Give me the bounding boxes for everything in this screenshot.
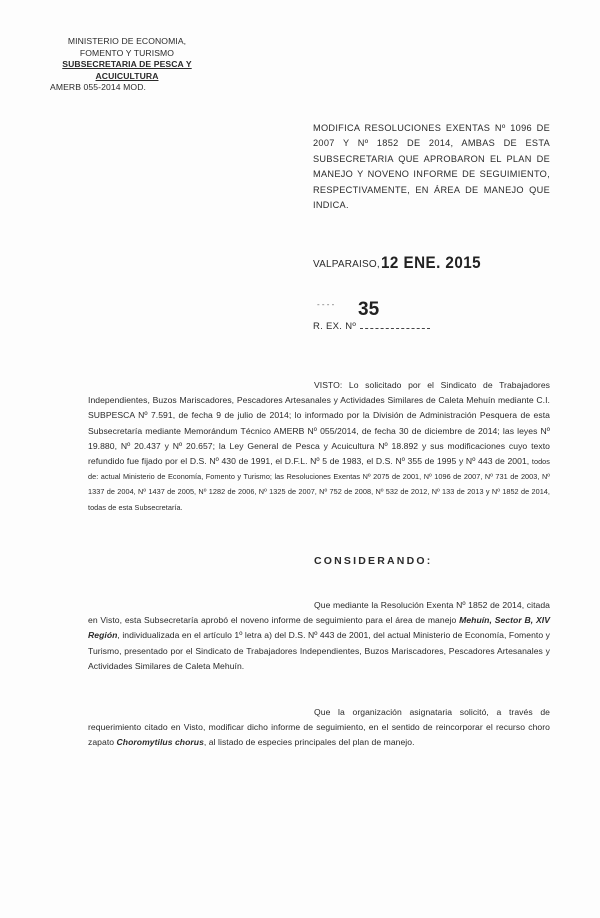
considerando-heading: CONSIDERANDO: bbox=[314, 555, 433, 567]
ministry-line-1: MINISTERIO DE ECONOMIA, bbox=[67, 36, 187, 46]
p1-area-name: Mehuín, Sector B, XIV Región bbox=[88, 615, 550, 641]
place-label: VALPARAISO, bbox=[313, 259, 380, 270]
p1-text-b: , individualizada en el artículo 1º letra a) del D.S. Nº 443 de 2001, del actual Ministerio de Economía, Fomento y Turismo, presentado por el Sindicato de Trabajadores Independientes, Buzos Mariscadores, Pescadores Artesanales y Actividades Similares de Caleta Mehuín. bbox=[88, 630, 550, 671]
resolution-number: 35 bbox=[358, 299, 380, 320]
resolution-prefix: R. EX. Nº bbox=[313, 321, 357, 332]
visto-paragraph bbox=[88, 378, 550, 515]
resolution-summary: MODIFICA RESOLUCIONES EXENTAS Nº 1096 DE 2007 Y Nº 1852 DE 2014, AMBAS DE ESTA SUBSECRETARIA QUE APROBARON EL PLAN DE MANEJO Y NOVENO INFORME DE SEGUIMIENTO, RESPECTIVAMENTE, EN ÁREA DE MANEJO QUE INDICA. bbox=[313, 123, 550, 211]
subsecretaria-name: SUBSECRETARIA DE PESCA Y ACUICULTURA bbox=[62, 59, 192, 81]
ministry-line-2: FOMENTO Y TURISMO bbox=[79, 47, 175, 58]
number-blank-line bbox=[360, 320, 430, 329]
considerando-paragraph-1 bbox=[88, 598, 550, 674]
resolution-number-line bbox=[313, 320, 430, 332]
p2-text-a: Que la organización asignataria solicitó, a través de requerimiento citado en Visto, modificar dicho informe de seguimiento, en el sentido de reincorporar el recurso choro zapato bbox=[88, 707, 550, 748]
number-stamp-dash: - - - - bbox=[317, 300, 335, 309]
p2-species-name: Choromytilus chorus bbox=[116, 737, 204, 748]
visto-text-small: todos de: actual Ministerio de Economía, Fomento y Turismo; las Resoluciones Exentas Nº 2075 de 2001, Nº 1096 de 2007, Nº 731 de 2003, Nº 1337 de 2004, Nº 1437 de 2005, Nº 1282 de 2006, Nº 1325 de 2007, Nº 752 de 2008, Nº 532 de 2012, Nº 133 de 2013 y Nº 1852 de 2014, todas de esta Subsecretaría. bbox=[88, 457, 550, 512]
letterhead bbox=[32, 36, 222, 94]
date-stamp: 12 ENE. 2015 bbox=[381, 254, 482, 272]
p2-text-b: , al listado de especies principales del plan de manejo. bbox=[203, 737, 415, 748]
visto-text: VISTO: Lo solicitado por el Sindicato de Trabajadores Independientes, Buzos Mariscadores, Pescadores Artesanales y Actividades Similares de Caleta Mehuín mediante C.I. SUBPESCA Nº 7.591, de fecha 9 de julio de 2014; lo informado por la División de Administración Pesquera de esta Subsecretaría mediante Memorándum Técnico AMERB Nº 055/2014, de fecha 30 de diciembre de 2014; las leyes Nº 19.880, Nº 20.437 y Nº 20.657; la Ley General de Pesca y Acuicultura Nº 18.892 y sus modificaciones cuyo texto refundido fue fijado por el D.S. Nº 430 de 1991, el D.F.L. Nº 5 de 1983, el D.S. Nº 355 de 1995 y Nº 443 de 2001, bbox=[88, 380, 550, 467]
considerando-paragraph-2 bbox=[88, 705, 550, 751]
p1-text-a: Que mediante la Resolución Exenta Nº 1852 de 2014, citada en Visto, esta Subsecretaría aprobó el noveno informe de seguimiento para el área de manejo bbox=[88, 600, 550, 626]
reference-code: AMERB 055-2014 MOD. bbox=[50, 82, 146, 92]
